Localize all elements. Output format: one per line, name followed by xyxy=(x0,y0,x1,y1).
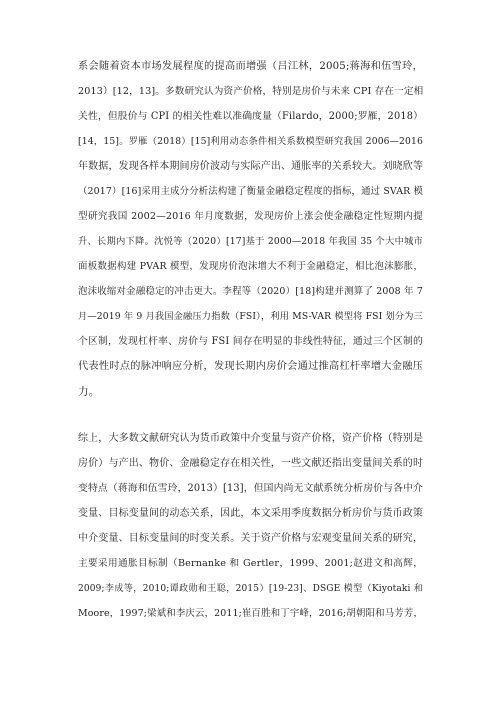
text-line: 月—2019 年 9 月我国金融压力指数（FSI），利用 MS-VAR 模型将 FSI 划分为三 xyxy=(78,311,423,322)
text-line: 型研究我国 2002—2016 年月度数据，发现房价上涨会使金融稳定性短期内提 xyxy=(78,211,423,222)
text-line: Moore，1997;梁斌和李庆云，2011;崔百胜和丁宇峰，2016;胡朝阳和马芳芳， xyxy=(78,608,423,619)
text-line: 主要采用通胀目标制（Bernanke 和 Gertler，1999、2001;赵进文和高辉， xyxy=(78,558,423,569)
text-line: 中介变量、目标变量间的时变关系。关于资产价格与宏观变量间关系的研究， xyxy=(78,533,424,544)
text-line: 个区制，发现杠杆率、房价与 FSI 间存在明显的非线性特征，通过三个区制的 xyxy=(78,336,423,347)
text-line: 2009;李成等，2010;谭政勋和王聪，2015）[19-23]、DSGE 模型（Kiyotaki 和 xyxy=(78,584,423,594)
text-line: 泡沫收缩对金融稳定的冲击更大。李程等（2020）[18]构建并测算了 2008 年 7 xyxy=(78,286,423,297)
text-line: 房价）与产出、物价、金融稳定存在相关性，一些文献还指出变量间关系的时 xyxy=(78,458,424,469)
text-line: 代表性时点的脉冲响应分析，发现长期内房价会通过推高杠杆率增大金融压 xyxy=(78,361,423,372)
text-line: 年数据，发现各样本期间房价波动与实际产出、通胀率的关系较大。刘晓欣等 xyxy=(78,161,424,172)
text-line: 升、长期内下降。沈悦等（2020）[17]基于 2000—2018 年我国 35 个大中城市 xyxy=(78,236,423,247)
text-line-last: 力。 xyxy=(78,386,100,398)
text-line: 综上，大多数文献研究认为货币政策中介变量与资产价格，资产价格（特别是 xyxy=(78,433,424,444)
text-line: 系会随着资本市场发展程度的提高而增强（吕江林，2005;蒋海和伍雪玲， xyxy=(78,61,423,72)
text-line: [14，15]。罗雁（2018）[15]利用动态条件相关系数模型研究我国 2006—2016 xyxy=(78,136,423,147)
text-line: 面板数据构建 PVAR 模型，发现房价泡沫增大不利于金融稳定，相比泡沫膨胀， xyxy=(78,261,423,272)
text-line: 变特点（蒋海和伍雪玲，2013）[13]，但国内尚无文献系统分析房价与各中介 xyxy=(78,483,423,494)
text-line: 变量、目标变量间的动态关系，因此，本文采用季度数据分析房价与货币政策 xyxy=(78,508,424,519)
text-line: 关性，但股价与 CPI 的相关性难以准确度量（Filardo，2000;罗雁，2018） xyxy=(78,111,424,122)
text-line: （2017）[16]采用主成分分析法构建了衡量金融稳定程度的指标，通过 SVAR 模 xyxy=(78,186,423,197)
text-line: 2013）[12，13]。多数研究认为资产价格，特别是房价与未来 CPI 存在一定相 xyxy=(78,86,424,97)
